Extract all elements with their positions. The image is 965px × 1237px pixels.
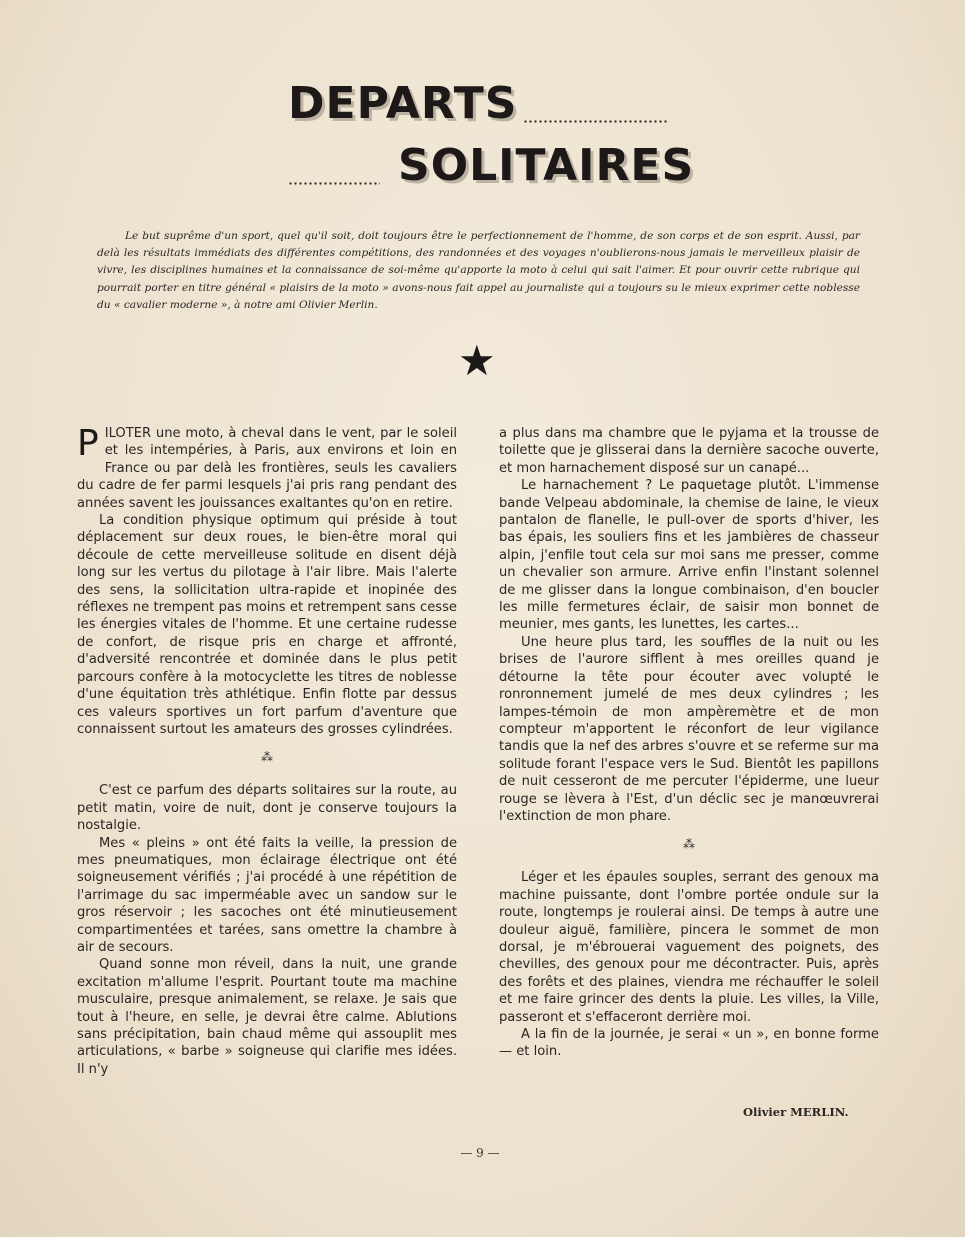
page-number: — 9 — [460,1146,500,1160]
article-paragraph [77,425,457,512]
section-separator: ⁂ [261,750,273,765]
title-dotted-leader-1 [523,120,669,123]
title-line-1: DEPARTS [288,78,518,129]
article-paragraph: Mes « pleins » ont été faits la veille, la pression de mes pneumatiques, mon éclairage électrique ont été soigneusement vérifiés ; j'ai procédé à une répétition de l'arrimage du sac imperméable avec un sandow sur le gros réservoir ; les sacoches ont été minutieusement compartimentées et tarées, sans omettre la chambre à air de secours. [77,835,457,955]
article-paragraph: Le harnachement ? Le paquetage plutôt. L'immense bande Velpeau abdominale, la chemise de laine, le vieux pantalon de flanelle, le pull-over de sports d'hiver, les bas épais, les souliers fins et les jambières de chasseur alpin, j'enfile tout cela sur moi sans me presser, comme un chevalier son armure. Arrive enfin l'instant solennel de me glisser dans la longue combinaison, d'en boucler les mille fermetures éclair, de saisir mon bonnet de meunier, mes gants, les lunettes, les cartes... [499,478,879,633]
article-paragraph-text: ILOTER une moto, à cheval dans le vent, par le soleil et les intempéries, à Paris, aux environs et loin en France ou par delà les frontières, seuls les cavaliers du cadre de fer parmi lesquels j'ai pris rang pendant des années savent les jouissances exaltantes qu'on en retire. [77,426,457,511]
section-separator: ⁂ [683,837,695,852]
article-column-left [77,425,457,1078]
article-paragraph: A la fin de la journée, je serai « un », en bonne forme — et loin. [499,1027,879,1060]
article-paragraph: Léger et les épaules souples, serrant des genoux ma machine puissante, dont l'ombre portée ondule sur la route, longtemps je roulerai ainsi. De temps à autre une douleur aiguë, familière, pincera le sommet de mon dorsal, je m'ébrouerai vaguement des poignets, des chevilles, des genoux pour me décontracter. Puis, après des forêts et des plaines, viendra me réchauffer le soleil et me faire grincer des dents la pluie. Les villes, la Ville, passeront et s'effaceront derrière moi. [499,870,879,1025]
author-signature: Olivier MERLIN. [743,1105,849,1119]
drop-cap: P [77,423,99,464]
article-paragraph: Quand sonne mon réveil, dans la nuit, une grande excitation m'allume l'esprit. Pourtant toute ma machine musculaire, presque animalement, se relaxe. Je sais que tout à l'heure, en selle, je devrai être calme. Ablutions sans précipitation, bain chaud même qui assouplit mes articulations, « barbe » soigneuse qui clarifie mes idées. Il n'y [77,957,457,1077]
article-column-right [499,425,879,1061]
title-line-2: SOLITAIRES [398,140,695,191]
article-paragraph: Une heure plus tard, les souffles de la nuit ou les brises de l'aurore sifflent à mes oreilles quand je détourne la tête pour écouter avec volupté le ronronnement jumelé de mes deux cylindres ; les lampes-témoin de mon ampèremètre et de mon compteur m'apportent le réconfort de leur vigilance tandis que la nef des arbres s'ouvre et se referme sur ma solitude forant l'espace vers le Sud. Bientôt les papillons de nuit cesseront de me percuter l'épiderme, une lueur rouge se lèvera à l'Est, d'un déclic sec je manœuvrerai l'extinction de mon phare. [499,634,879,824]
intro-paragraph: Le but suprême d'un sport, quel qu'il soit, doit toujours être le perfectionnement de l'homme, de son corps et de son esprit. Aussi, par delà les résultats immédiats des différentes compétitions, des randonnées et des voyages n'oublierons-nous jamais le merveilleux plaisir de vivre, les disciplines humaines et la connaissance de soi-même qu'apporte la moto à celui qui sait l'aimer. Et pour ouvrir cette rubrique qui pourrait porter en titre général « plaisirs de la moto » avons-nous fait appel au journaliste qui a toujours su le mieux exprimer cette noblesse du « cavalier moderne », à notre ami Olivier Merlin. [97,230,860,311]
article-paragraph: C'est ce parfum des départs solitaires sur la route, au petit matin, voire de nuit, dont je conserve toujours la nostalgie. [77,783,457,834]
article-paragraph: La condition physique optimum qui préside à tout déplacement sur deux roues, le bien-être moral qui découle de cette merveilleuse solitude en disent déjà long sur les vertus du pilotage à l'air libre. Mais l'alerte des sens, la sollicitation ultra-rapide et inopinée des réflexes ne trempent pas moins et retrempent sans cesse les énergies vitales de l'homme. Et une certaine rudesse de confort, de risque pris en charge et affronté, d'adversité rencontrée et dominée dans le plus petit parcours confère à la motocyclette les titres de noblesse d'une équitation très athlétique. Enfin flotte par dessus ces valeurs sportives un fort parfum d'aventure que connaissent surtout les amateurs des grosses cylindrées. [77,513,457,737]
article-paragraph: a plus dans ma chambre que le pyjama et la trousse de toilette que je glisserai dans la dernière sacoche ouverte, et mon harnachement disposé sur un canapé... [499,426,879,476]
title-dotted-leader-2 [288,182,380,185]
star-ornament-icon: ★ [458,336,496,385]
